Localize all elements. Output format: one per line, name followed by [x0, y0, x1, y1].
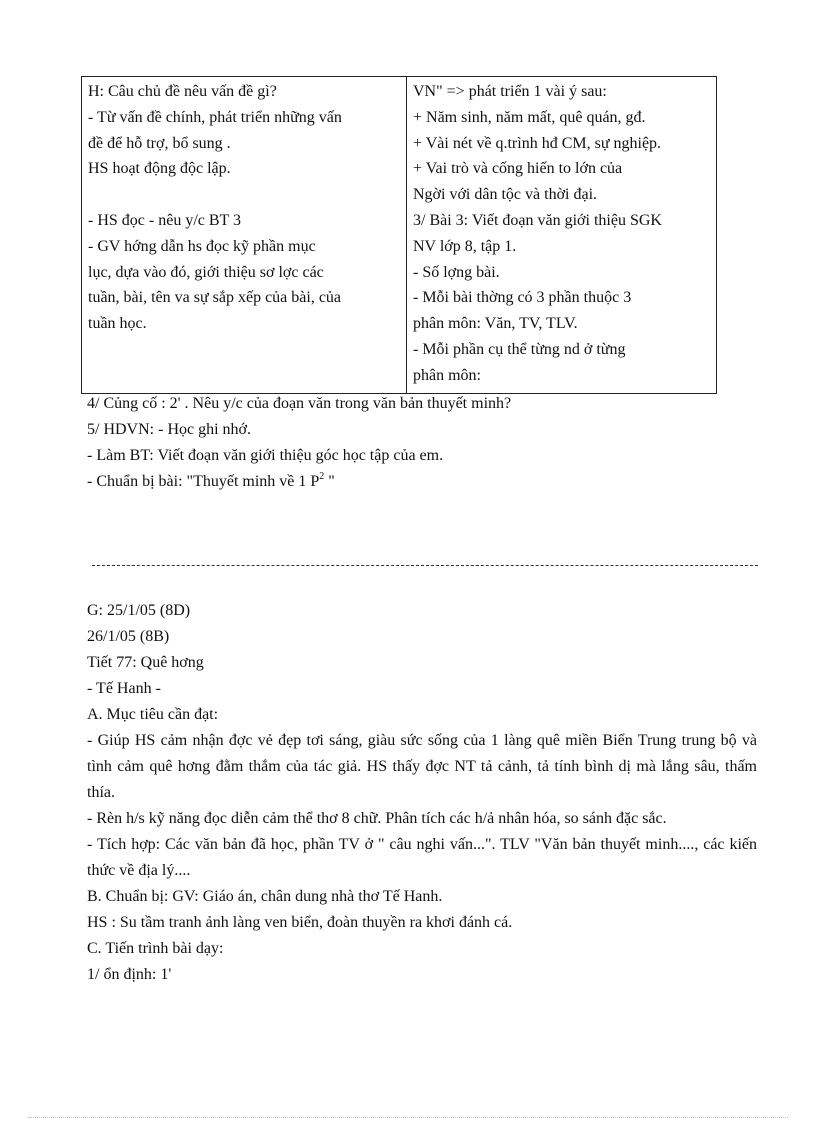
objective-paragraph: - Rèn h/s kỹ năng đọc diễn cảm thể thơ 8 chữ. Phân tích các h/ả nhân hóa, so sánh đặc sắc. [87, 810, 667, 827]
lesson-content-cell [407, 77, 717, 394]
section-heading: C. Tiến trình bài dạy: [87, 940, 224, 957]
table-line: NV lớp 8, tập 1. [413, 237, 517, 255]
table-line: - HS đọc - nêu y/c BT 3 [88, 211, 242, 229]
table-line: + Vài nét về q.trình hđ CM, sự nghiệp. [413, 134, 662, 152]
table-line: + Năm sinh, năm mất, quê quán, gđ. [413, 108, 646, 126]
teacher-student-activity-cell [82, 77, 407, 394]
table-line: phân môn: Văn, TV, TLV. [413, 315, 578, 333]
date-line: 26/1/05 (8B) [87, 628, 170, 645]
section-heading: B. Chuẩn bị: GV: Giáo án, chân dung nhà thơ Tế Hanh. [87, 888, 443, 905]
objective-paragraph: - Tích hợp: Các văn bản đã học, phần TV ở " câu nghi vấn...". TLV "Văn bản thuyết minh...., các kiến thức về địa lý.... [87, 836, 757, 879]
table-line: tuần, bài, tên va sự sắp xếp của bài, của [88, 289, 342, 307]
table-line: HS hoạt động độc lập. [88, 160, 231, 178]
table-line: VN" => phát triển 1 vài ý sau: [413, 83, 607, 100]
dashed-divider [92, 565, 758, 566]
prepare-suffix: " [324, 473, 335, 490]
table-line: - Mỗi phần cụ thể từng nd ở từng [413, 340, 626, 358]
table-row [82, 77, 717, 394]
table-line: + Vai trò và cống hiến to lớn của [413, 160, 623, 178]
preparation-line: HS : Su tầm tranh ảnh làng ven biển, đoàn thuyền ra khơi đánh cá. [87, 914, 513, 931]
prepare-line [87, 469, 727, 495]
table-blank-line [88, 182, 401, 208]
table-line: H: Câu chủ đề nêu vấn đề gì? [88, 83, 277, 100]
lesson-author: - Tế Hanh - [87, 680, 161, 697]
objective-paragraph: - Giúp HS cảm nhận đợc vẻ đẹp tơi sáng, giàu sức sống của 1 làng quê miền Biển Trung trung bộ và tình cảm quê hơng đằm thắm của tác giả. HS thấy đợc NT tả cảnh, tả tính bình dị mà lắng sâu, thấm thía. [87, 732, 757, 801]
section-heading: A. Mục tiêu cần đạt: [87, 706, 219, 723]
consolidation-line: 4/ Củng cố : 2' . Nêu y/c của đoạn văn trong văn bản thuyết minh? [87, 395, 512, 412]
table-line: Ngời với dân tộc và thời đại. [413, 186, 598, 204]
table-line: tuần học. [88, 315, 147, 333]
lesson-title: Tiết 77: Quê hơng [87, 654, 204, 671]
lesson-activity-table [81, 76, 717, 394]
prepare-superscript: 2 [319, 471, 325, 482]
table-line: - Số lợng bài. [413, 263, 500, 281]
procedure-step: 1/ ổn định: 1' [87, 966, 172, 983]
table-line: 3/ Bài 3: Viết đoạn văn giới thiệu SGK [413, 211, 662, 229]
table-line: đề để hỗ trợ, bổ sung . [88, 134, 231, 152]
table-line: phân môn: [413, 366, 481, 384]
lesson-wrap-up [87, 391, 727, 495]
exercise-line: - Làm BT: Viết đoạn văn giới thiệu góc học tập của em. [87, 447, 444, 464]
page-bottom-border [28, 1117, 788, 1118]
table-line: - GV hớng dẫn hs đọc kỹ phần mục [88, 237, 316, 255]
lesson-plan-section [87, 598, 757, 988]
prepare-text: - Chuẩn bị bài: "Thuyết minh về 1 P [87, 473, 320, 490]
table-line: - Mỗi bài thờng có 3 phần thuộc 3 [413, 289, 632, 307]
table-line: - Từ vấn đề chính, phát triển những vấn [88, 108, 342, 126]
date-line: G: 25/1/05 (8D) [87, 602, 191, 619]
homework-line: 5/ HDVN: - Học ghi nhớ. [87, 421, 251, 438]
table-line: lục, dựa vào đó, giới thiệu sơ lợc các [88, 263, 324, 281]
